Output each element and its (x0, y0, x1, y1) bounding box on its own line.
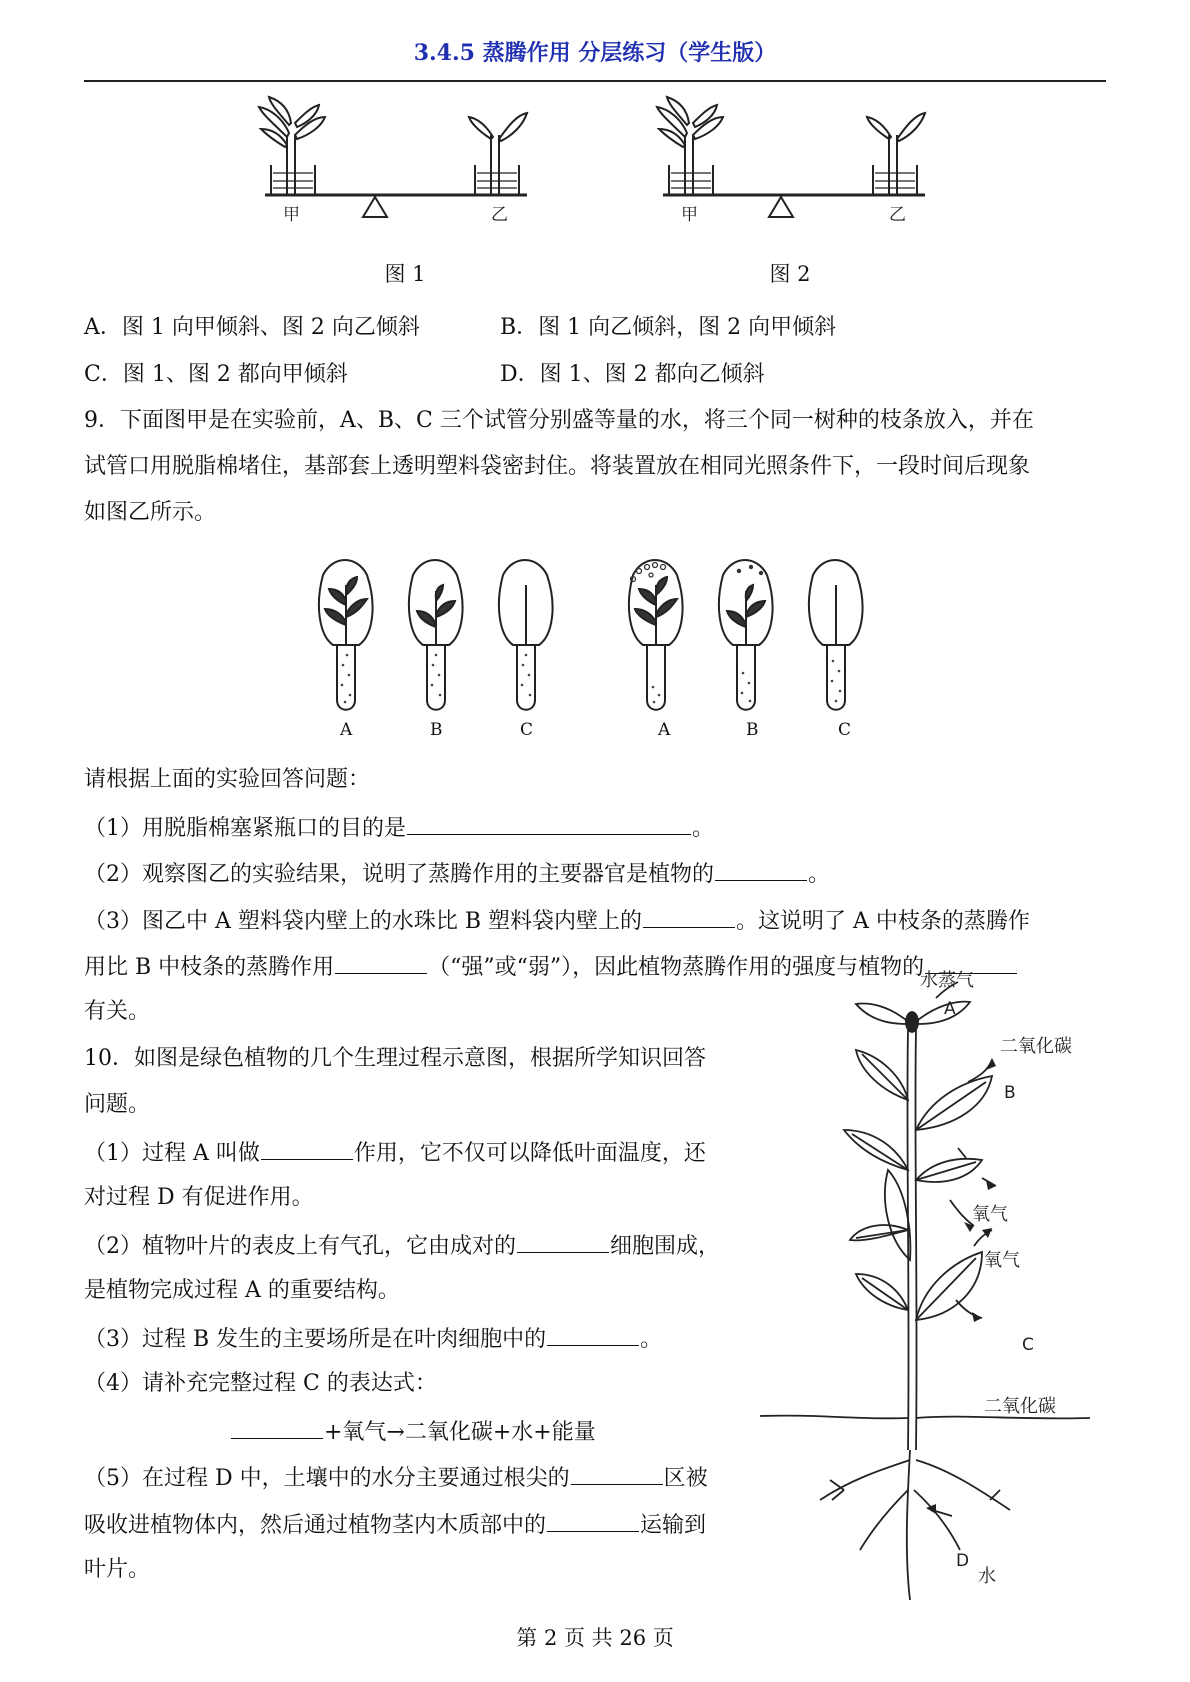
label-o2-b: 氧气 (972, 1204, 1008, 1225)
q10-part-2-text: （2）植物叶片的表皮上有气孔，它由成对的 (84, 1234, 516, 1259)
q10-stem-line-2: 问题。 (84, 1092, 151, 1117)
label-water-vapor: 水蒸气 (920, 970, 974, 991)
label-d: D (956, 1551, 970, 1571)
q9-sub-1 (84, 812, 714, 844)
q10-part-4: （4）请补充完整过程 C 的表达式： (84, 1371, 437, 1396)
q10-part-5-cont: 区被 (663, 1466, 708, 1491)
q9-intro: 请根据上面的实验回答问题： (84, 767, 371, 792)
balance-2-right-label: 乙 (889, 205, 906, 225)
label-c: C (1022, 1335, 1034, 1355)
figure-1-caption: 图 1 (384, 262, 426, 286)
page-title: 3.4.5 蒸腾作用 分层练习（学生版） (413, 40, 777, 66)
answer-blank-2[interactable] (715, 858, 807, 881)
answer-blank-10[interactable] (571, 1462, 663, 1485)
q10-part-4-formula (230, 1416, 596, 1448)
answer-blank-4[interactable] (335, 951, 427, 974)
balance-1-right-label: 乙 (491, 205, 508, 225)
q9-sub-3-text-3: （“强”或“弱”），因此植物蒸腾作用的强度与植物的 (428, 955, 925, 980)
q10-part-5-text: （5）在过程 D 中，土壤中的水分主要通过根尖的 (84, 1466, 570, 1491)
tube-label-b2: B (746, 720, 759, 740)
q10-part-1-text: （1）过程 A 叫做 (84, 1141, 260, 1166)
tube-label-c1: C (520, 720, 534, 740)
q10-part-5-line-1 (84, 1462, 708, 1494)
q9-stem-line-1: 9．下面图甲是在实验前，A、B、C 三个试管分别盛等量的水，将三个同一树种的枝条放入，并在 (84, 408, 1034, 433)
q10-part-5-text-2: 吸收进植物体内，然后通过植物茎内木质部中的 (84, 1513, 547, 1538)
q10-part-5-line-2 (84, 1509, 706, 1541)
q10-part-2-line-2: 是植物完成过程 A 的重要结构。 (84, 1278, 400, 1303)
answer-blank-9[interactable] (231, 1416, 323, 1439)
answer-blank-7[interactable] (517, 1230, 609, 1253)
q10-part-1-cont: 作用，它不仅可以降低叶面温度，还 (353, 1141, 706, 1166)
q10-part-5-cont-2: 运输到 (640, 1513, 707, 1538)
q10-part-5-line-3: 叶片。 (84, 1557, 151, 1582)
q10-stem-line-1: 10．如图是绿色植物的几个生理过程示意图，根据所学知识回答 (84, 1046, 706, 1071)
q9-sub-2 (84, 858, 830, 890)
q9-sub-3-text: （3）图乙中 A 塑料袋内壁上的水珠比 B 塑料袋内壁上的 (84, 909, 643, 934)
answer-blank-3[interactable] (643, 905, 735, 928)
q9-sub-3-line-3: 有关。 (84, 999, 151, 1024)
q10-formula-text: +氧气→二氧化碳+水+能量 (324, 1420, 596, 1445)
label-co2-top: 二氧化碳 (1000, 1036, 1072, 1057)
label-b: B (1004, 1083, 1016, 1103)
figure-2-caption: 图 2 (769, 262, 811, 286)
q9-stem-line-3: 如图乙所示。 (84, 500, 217, 525)
option-c: C．图 1、图 2 都向甲倾斜 (84, 362, 348, 387)
q9-sub-3-cont: 。这说明了 A 中枝条的蒸腾作 (736, 909, 1030, 934)
balance-1-left-label: 甲 (283, 205, 300, 225)
plant-process-diagram (760, 970, 1090, 1610)
balance-figure-2 (663, 95, 933, 235)
tube-label-a2: A (658, 720, 671, 740)
tube-label-b1: B (430, 720, 443, 740)
tube-label-c2: C (838, 720, 852, 740)
balance-figure-1 (265, 95, 535, 235)
label-a: A (944, 999, 956, 1019)
q10-part-2-line-1 (84, 1230, 720, 1262)
q10-part-2-cont: 细胞围成， (610, 1234, 721, 1259)
answer-blank-1[interactable] (407, 812, 691, 835)
option-a: A．图 1 向甲倾斜、图 2 向乙倾斜 (84, 315, 420, 340)
test-tube-figure (305, 555, 895, 720)
balance-2-left-label: 甲 (681, 205, 698, 225)
q9-sub-1-end: 。 (692, 816, 715, 841)
label-water: 水 (978, 1566, 996, 1587)
option-d: D．图 1、图 2 都向乙倾斜 (500, 362, 765, 387)
q10-part-3-end: 。 (640, 1327, 663, 1352)
header-rule (84, 80, 1106, 82)
answer-blank-11[interactable] (547, 1509, 639, 1532)
q9-sub-1-text: （1）用脱脂棉塞紧瓶口的目的是 (84, 816, 406, 841)
q10-part-1-line-1 (84, 1137, 706, 1169)
q9-sub-2-end: 。 (808, 862, 831, 887)
q9-sub-3-text-2: 用比 B 中枝条的蒸腾作用 (84, 955, 335, 980)
tube-label-a1: A (340, 720, 353, 740)
q9-sub-2-text: （2）观察图乙的实验结果，说明了蒸腾作用的主要器官是植物的 (84, 862, 714, 887)
label-co2-c: 二氧化碳 (984, 1396, 1056, 1417)
q10-part-3 (84, 1323, 662, 1355)
page-number: 第 2 页 共 26 页 (516, 1626, 674, 1650)
answer-blank-8[interactable] (547, 1323, 639, 1346)
label-o2-c: 氧气 (984, 1250, 1020, 1271)
q9-stem-line-2: 试管口用脱脂棉堵住，基部套上透明塑料袋密封住。将装置放在相同光照条件下，一段时间后现象 (84, 454, 1031, 479)
q10-part-3-text: （3）过程 B 发生的主要场所是在叶肉细胞中的 (84, 1327, 547, 1352)
answer-blank-6[interactable] (261, 1137, 353, 1160)
q10-part-1-line-2: 对过程 D 有促进作用。 (84, 1185, 314, 1210)
q9-sub-3-line-1 (84, 905, 1030, 937)
q9-sub-3-line-2 (84, 951, 1018, 983)
option-b: B．图 1 向乙倾斜，图 2 向甲倾斜 (500, 315, 837, 340)
